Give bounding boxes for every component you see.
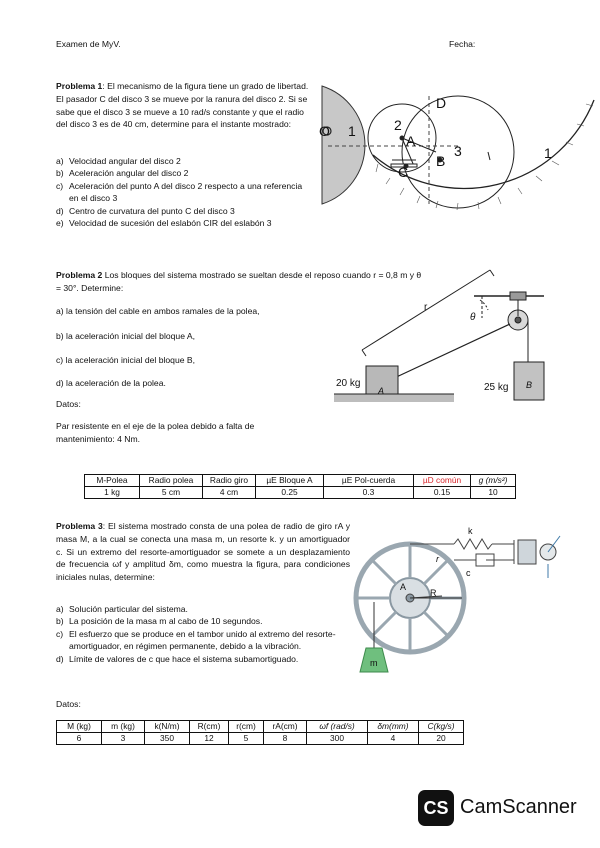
camscanner-logo: CS (418, 790, 454, 826)
list-item: d) Límite de valores de c que hace el sistema subamortiguado. (56, 653, 299, 664)
label-r: r (436, 554, 439, 564)
label-disc-3: 3 (454, 143, 462, 159)
problem-3-text: : El sistema mostrado consta de una polea de radio de giro rA y masa M, a la cual se conecta una masa m, un resorte k. y un amortiguador c. Si un extremo del resorte-amortiguador se somete a un desplazamiento de frecuencia ωf y amplitud δm, como muestra la figura, para condiciones iniciales nulas, determine: (56, 521, 350, 583)
table-row: M (kg) m (kg) k(N/m) R(cm) r(cm) rA(cm) ωf (rad/s) δm(mm) C(kg/s) (57, 721, 464, 733)
pulley-blocks-figure (332, 262, 546, 412)
label-mass-m: m (370, 658, 378, 668)
problem-3-data-table (56, 720, 464, 745)
list-item: c) El esfuerzo que se produce en el tambor unido al extremo del resorte-amortiguador, en régimen permanente, debido a la vibración. (56, 628, 336, 652)
problem-2-item-d: d) la aceleración de la polea. (56, 378, 166, 388)
problem-3-statement (56, 520, 350, 584)
list-item: c) Aceleración del punto A del disco 2 respecto a una referencia en el disco 3 (56, 180, 303, 204)
table-row: 6 3 350 12 5 8 300 4 20 (57, 733, 464, 745)
label-A: A (406, 133, 416, 149)
problem-3-list (56, 603, 350, 665)
label-O: O (319, 123, 330, 139)
label-R: R (430, 588, 437, 598)
problem-2-item-c: c) la aceleración inicial del bloque B, (56, 355, 196, 365)
label-mass-B: 25 kg (484, 382, 509, 393)
label-block-B: B (526, 380, 533, 390)
camscanner-brand: CamScanner (460, 796, 577, 818)
list-item: b) Aceleración angular del disco 2 (56, 168, 189, 179)
label-D: D (436, 95, 447, 111)
exam-title: Examen de MyV. (56, 39, 121, 49)
problem-2-data-table (84, 474, 516, 499)
problem-1-label: Problema 1 (56, 81, 103, 91)
label-C: C (398, 164, 409, 180)
problem-1-text: : El mecanismo de la figura tiene un grado de libertad. El pasador C del disco 3 se mueve por la ranura del disco 2. Si se sabe que el disco 3 se mueve a 10 rad/s constante y que el radio del disco 3 es de 40 cm, determine para el instante mostrado: (56, 81, 309, 130)
problem-2-item-a: a) la tensión del cable en ambos ramales de la polea, (56, 306, 260, 316)
problem-2-item-b: b) la aceleración inicial del bloque A, (56, 331, 196, 341)
table-row: M-Polea Radio polea Radio giro µE Bloque A µE Pol-cuerda µD común g (m/s²) (85, 475, 516, 487)
table-row: 1 kg 5 cm 4 cm 0.25 0.3 0.15 10 (85, 487, 516, 499)
problem-3-label: Problema 3 (56, 521, 103, 531)
label-A: A (400, 582, 407, 592)
pulley-spring-figure (346, 520, 578, 688)
label-disc-1: 1 (348, 123, 356, 139)
problem-1-statement (56, 80, 314, 131)
list-item: d) Centro de curvatura del punto C del disco 3 (56, 205, 235, 216)
label-disc-2: 2 (394, 117, 402, 133)
date-label: Fecha: (449, 39, 476, 49)
label-k: k (468, 526, 473, 536)
label-B: B (436, 153, 446, 169)
problem-2-text: Los bloques del sistema mostrado se sueltan desde el reposo cuando r = 0,8 m y θ = 30°. Determine: (56, 270, 422, 293)
list-item: a) Velocidad angular del disco 2 (56, 156, 181, 166)
label-block-A: A (378, 386, 385, 396)
label-theta: θ (470, 312, 476, 323)
problem-2-note: Par resistente en el eje de la polea debido a falta de mantenimiento: 4 Nm. (56, 421, 255, 444)
problem-2-datos: Datos: (56, 399, 81, 409)
fixed-disc-1 (322, 86, 365, 204)
problem-2-label: Problema 2 (56, 270, 103, 280)
label-ground-1: 1 (544, 145, 552, 161)
problem-3-datos: Datos: (56, 699, 81, 709)
list-item: a) Solución particular del sistema. (56, 604, 188, 614)
label-c: c (466, 568, 471, 578)
problem-1-list (56, 155, 314, 229)
label-r: r (424, 302, 428, 313)
list-item: e) Velocidad de sucesión del eslabón CIR del eslabón 3 (56, 218, 272, 229)
mechanism-figure (318, 80, 600, 212)
label-mass-A: 20 kg (336, 378, 361, 389)
list-item: b) La posición de la masa m al cabo de 10 segundos. (56, 616, 263, 627)
